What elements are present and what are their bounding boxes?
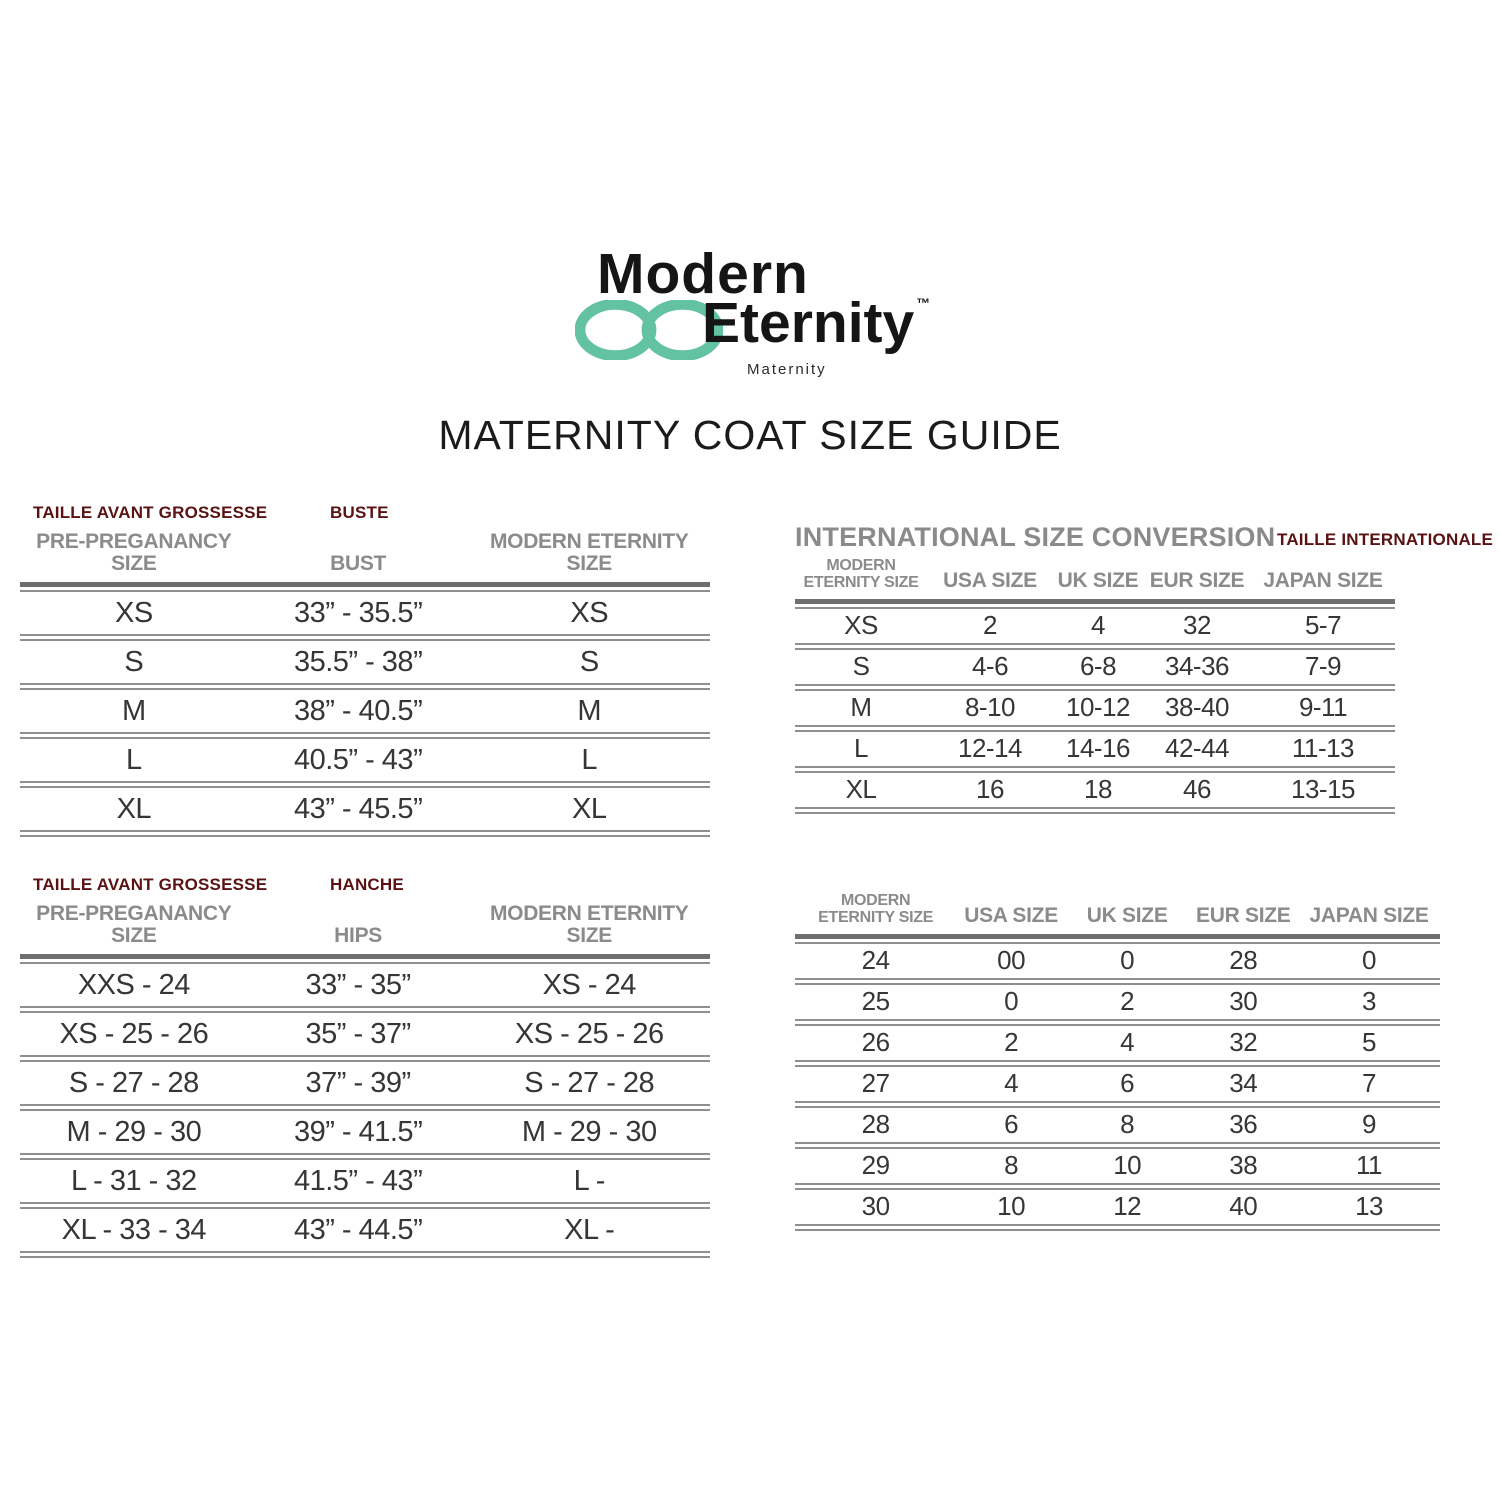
table-cell: 35” - 37” <box>305 1017 411 1050</box>
table-cell: 42-44 <box>1165 733 1229 764</box>
table-cell: 3 <box>1362 986 1376 1017</box>
table-cell: XL <box>116 792 152 825</box>
table-cell: 32 <box>1183 610 1211 641</box>
table-cell: 8 <box>1120 1109 1135 1140</box>
table-cell: 4 <box>1091 610 1105 641</box>
table-cell: 2 <box>1004 1027 1019 1058</box>
table-row <box>20 590 710 636</box>
table-cell: 34-36 <box>1165 651 1229 682</box>
table-cell: 43” - 44.5” <box>293 1213 423 1246</box>
table-cell: 37” - 39” <box>305 1066 411 1099</box>
table-cell: 2 <box>983 610 997 641</box>
table-cell: M <box>577 694 602 727</box>
french-label-size: TAILLE AVANT GROSSESSE <box>33 875 268 894</box>
table-row <box>795 1024 1440 1062</box>
table-cell: 29 <box>861 1150 890 1181</box>
table-cell: 36 <box>1229 1109 1258 1140</box>
table-cell: 18 <box>1084 774 1112 805</box>
intl-number-rows <box>795 942 1440 1226</box>
table-row <box>795 771 1395 809</box>
infinity-icon <box>575 300 723 360</box>
table-cell: XS <box>844 610 878 641</box>
table-row <box>795 730 1395 768</box>
international-number-size-table <box>795 893 1440 1231</box>
column-header-eur-size: EUR SIZE <box>1196 903 1291 927</box>
table-row <box>20 962 710 1008</box>
table-cell: 00 <box>997 945 1026 976</box>
logo-word-eternity-text: Eternity <box>702 291 915 355</box>
column-header-bust: BUST <box>330 552 387 576</box>
table-cell: 0 <box>1004 986 1019 1017</box>
intl-conversion-title: INTERNATIONAL SIZE CONVERSION <box>795 522 1276 552</box>
table-cell: 38 <box>1229 1150 1258 1181</box>
table-row <box>20 1109 710 1155</box>
table-cell: 12-14 <box>958 733 1022 764</box>
table-cell: XL - 33 - 34 <box>61 1213 207 1246</box>
table-row <box>20 639 710 685</box>
column-header-modern-eternity-size <box>795 558 927 592</box>
table-cell: 6 <box>1120 1068 1135 1099</box>
table-row <box>795 689 1395 727</box>
table-cell: 7-9 <box>1304 651 1342 682</box>
table-row <box>795 1106 1440 1144</box>
table-cell: M <box>850 692 872 723</box>
table-row <box>20 1060 710 1106</box>
table-cell: 30 <box>861 1191 890 1222</box>
table-cell: 13 <box>1355 1191 1383 1222</box>
bust-table-french-labels <box>20 500 710 531</box>
table-cell: 40 <box>1229 1191 1258 1222</box>
logo-word-eternity <box>702 291 931 355</box>
table-cell: 38” - 40.5” <box>293 694 423 727</box>
column-header-eur-size: EUR SIZE <box>1149 568 1245 592</box>
table-cell: 26 <box>861 1027 890 1058</box>
intl-letter-rows <box>795 607 1395 809</box>
column-header-text: MODERN ETERNITY SIZE <box>818 892 934 926</box>
table-cell: XL <box>845 774 877 805</box>
column-header-modern-eternity-size: MODERN ETERNITY SIZE <box>489 902 689 948</box>
table-cell: 32 <box>1229 1027 1258 1058</box>
column-header-pre-pregnancy-size: PRE-PREGANANCY SIZE <box>36 530 232 576</box>
page-title: MATERNITY COAT SIZE GUIDE <box>438 412 1062 458</box>
table-row <box>20 688 710 734</box>
column-header-usa-size: USA SIZE <box>964 903 1058 927</box>
table-cell: 0 <box>1362 945 1376 976</box>
table-cell: L <box>854 733 868 764</box>
column-header-modern-eternity-size: MODERN ETERNITY SIZE <box>489 530 689 576</box>
table-cell: 46 <box>1183 774 1211 805</box>
table-cell: 25 <box>861 986 890 1017</box>
table-cell: L <box>126 743 142 776</box>
table-row <box>795 607 1395 645</box>
table-cell: 41.5” - 43” <box>293 1164 423 1197</box>
table-cell: 24 <box>861 945 890 976</box>
table-cell: 38-40 <box>1165 692 1229 723</box>
intl-letter-header-row <box>795 558 1395 604</box>
table-cell: M - 29 - 30 <box>66 1115 202 1148</box>
table-cell: XS <box>570 596 609 629</box>
table-cell: 28 <box>861 1109 890 1140</box>
table-cell: 35.5” - 38” <box>293 645 423 678</box>
table-cell: 6-8 <box>1079 651 1117 682</box>
table-cell: 43” - 45.5” <box>293 792 423 825</box>
table-cell: 16 <box>976 774 1004 805</box>
table-cell: 40.5” - 43” <box>293 743 423 776</box>
table-cell: L <box>581 743 598 776</box>
column-header-modern-eternity-size <box>795 893 956 927</box>
table-row <box>795 983 1440 1021</box>
table-cell: 8 <box>1004 1150 1019 1181</box>
hips-table-french-labels <box>20 872 710 903</box>
hips-table-rows <box>20 962 710 1253</box>
table-cell: 14-16 <box>1066 733 1130 764</box>
table-cell: XS - 25 - 26 <box>59 1017 209 1050</box>
table-cell: XL <box>571 792 607 825</box>
table-row <box>795 1147 1440 1185</box>
table-cell: 13-15 <box>1291 774 1355 805</box>
bust-table-rows <box>20 590 710 832</box>
column-header-uk-size: UK SIZE <box>1057 568 1139 592</box>
table-row <box>20 1011 710 1057</box>
table-cell: 7 <box>1362 1068 1376 1099</box>
table-cell: M - 29 - 30 <box>521 1115 657 1148</box>
table-row <box>20 1207 710 1253</box>
table-row <box>20 1158 710 1204</box>
table-cell: 27 <box>861 1068 890 1099</box>
table-bottom-rule <box>795 812 1395 814</box>
table-cell: 9-11 <box>1298 692 1348 723</box>
table-cell: 5 <box>1362 1027 1376 1058</box>
table-cell: S - 27 - 28 <box>524 1066 655 1099</box>
intl-title-row <box>795 522 1494 558</box>
table-cell: 5-7 <box>1304 610 1342 641</box>
table-cell: S <box>579 645 599 678</box>
table-cell: S <box>124 645 144 678</box>
table-row <box>795 648 1395 686</box>
table-cell: 8-10 <box>964 692 1016 723</box>
brand-logo <box>575 242 995 387</box>
table-cell: L - <box>573 1164 605 1197</box>
table-cell: S - 27 - 28 <box>68 1066 199 1099</box>
bust-table-header-row <box>20 531 710 587</box>
table-cell: 33” - 35” <box>305 968 411 1001</box>
column-header-uk-size: UK SIZE <box>1086 903 1168 927</box>
table-cell: XS - 24 <box>542 968 636 1001</box>
column-header-usa-size: USA SIZE <box>943 568 1037 592</box>
table-row <box>795 1188 1440 1226</box>
column-header-pre-pregnancy-size: PRE-PREGANANCY SIZE <box>36 902 232 948</box>
french-label-hips: HANCHE <box>330 875 404 894</box>
hips-table-header-row <box>20 903 710 959</box>
table-row <box>20 737 710 783</box>
table-cell: XL - <box>564 1213 615 1246</box>
table-cell: 33” - 35.5” <box>293 596 423 629</box>
table-cell: 4 <box>1004 1068 1019 1099</box>
table-row <box>20 786 710 832</box>
hips-size-table <box>20 872 710 1258</box>
table-cell: 4 <box>1120 1027 1135 1058</box>
column-header-japan-size: JAPAN SIZE <box>1309 903 1429 927</box>
table-row <box>795 1065 1440 1103</box>
logo-tagline: Maternity <box>747 361 827 378</box>
column-header-japan-size: JAPAN SIZE <box>1263 568 1383 592</box>
logo-word-modern: Modern <box>597 242 809 306</box>
table-cell: 11 <box>1356 1150 1383 1181</box>
french-label-bust: BUSTE <box>330 503 389 522</box>
table-cell: 10-12 <box>1066 692 1130 723</box>
table-cell: XS <box>115 596 153 629</box>
table-cell: L - 31 - 32 <box>71 1164 197 1197</box>
table-cell: 4-6 <box>971 651 1009 682</box>
french-label-size: TAILLE AVANT GROSSESSE <box>33 503 268 522</box>
column-header-text: MODERN ETERNITY SIZE <box>803 557 919 591</box>
table-cell: 2 <box>1120 986 1135 1017</box>
table-bottom-rule <box>20 1256 710 1258</box>
bust-size-table <box>20 500 710 837</box>
table-cell: 11-13 <box>1291 733 1355 764</box>
table-cell: 28 <box>1229 945 1258 976</box>
international-letter-size-table <box>795 522 1494 814</box>
trademark-symbol: ™ <box>916 295 931 311</box>
table-cell: 6 <box>1004 1109 1019 1140</box>
table-bottom-rule <box>20 835 710 837</box>
table-cell: 0 <box>1120 945 1135 976</box>
table-cell: M <box>122 694 146 727</box>
column-header-hips: HIPS <box>334 924 382 948</box>
table-cell: 10 <box>1113 1150 1142 1181</box>
table-cell: XS - 25 - 26 <box>514 1017 664 1050</box>
table-cell: XXS - 24 <box>77 968 190 1001</box>
french-label-international-size: TAILLE INTERNATIONALE <box>1277 530 1494 549</box>
table-cell: 30 <box>1229 986 1258 1017</box>
table-row <box>795 942 1440 980</box>
table-cell: 39” - 41.5” <box>293 1115 423 1148</box>
table-cell: 10 <box>997 1191 1026 1222</box>
table-cell: 34 <box>1229 1068 1258 1099</box>
table-cell: 9 <box>1362 1109 1376 1140</box>
table-cell: S <box>852 651 870 682</box>
table-bottom-rule <box>795 1229 1440 1231</box>
table-cell: 12 <box>1113 1191 1142 1222</box>
intl-number-header-row <box>795 893 1440 939</box>
